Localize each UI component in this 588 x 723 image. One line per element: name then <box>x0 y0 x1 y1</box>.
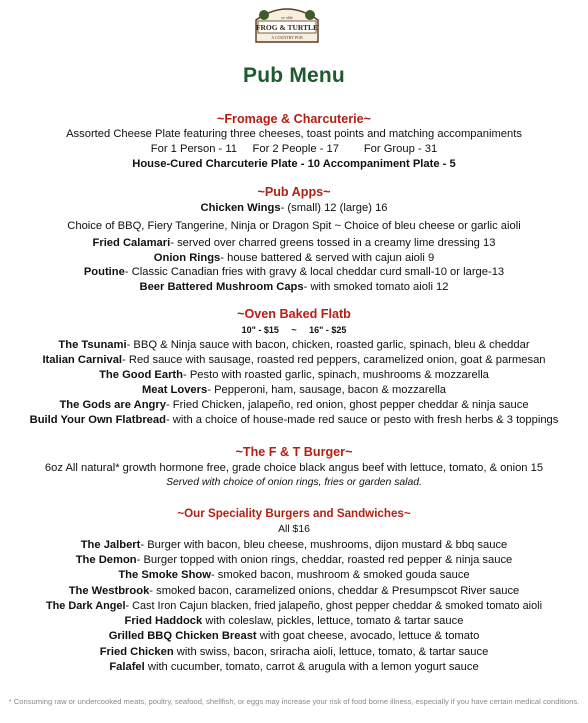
menu-item-flatbread <box>0 368 588 382</box>
item-name: Poutine <box>83 266 125 278</box>
menu-item-flatbread <box>0 353 588 367</box>
item-name: Chicken Wings <box>200 202 281 214</box>
wings-sauce-options: Choice of BBQ, Fiery Tangerine, Ninja or Dragon Spit ~ Choice of bleu cheese or garlic aioli <box>67 220 521 232</box>
item-desc: - Red sauce with sausage, roasted red peppers, caramelized onion, goat & parmesan <box>122 354 546 366</box>
item-name: Falafel <box>109 661 145 673</box>
item-desc: - (small) 12 (large) 16 <box>280 202 388 214</box>
menu-item-speciality <box>0 599 588 613</box>
item-desc: with cucumber, tomato, carrot & arugula with a lemon yogurt sauce <box>144 661 479 673</box>
item-desc: - Burger topped with onion rings, cheddar, roasted red pepper & ninja sauce <box>136 554 513 566</box>
item-name: Fried Haddock <box>124 615 203 627</box>
item-name: Build Your Own Flatbread <box>29 414 166 426</box>
section-heading-burger: ~The F & T Burger~ <box>235 445 353 459</box>
item-desc: with coleslaw, pickles, lettuce, tomato & tartar sauce <box>202 615 464 627</box>
item-name: Fried Calamari <box>92 237 171 249</box>
charcuterie-line: House-Cured Charcuterie Plate - 10 Accompaniment Plate - 5 <box>132 158 456 170</box>
menu-item-speciality <box>0 629 588 643</box>
menu-item-speciality <box>0 553 588 567</box>
item-desc: - smoked bacon, mushroom & smoked gouda sauce <box>210 569 470 581</box>
item-desc: - BBQ & Ninja sauce with bacon, chicken, roasted garlic, spinach, bleu & cheddar <box>126 339 530 351</box>
item-name: Italian Carnival <box>42 354 123 366</box>
item-desc: - with a choice of house-made red sauce or pesto with fresh herbs & 3 toppings <box>165 414 559 426</box>
item-desc: - Pepperoni, ham, sausage, bacon & mozzarella <box>207 384 447 396</box>
item-name: The Tsunami <box>58 339 127 351</box>
item-desc: - Fried Chicken, jalapeño, red onion, ghost pepper cheddar & ninja sauce <box>165 399 529 411</box>
item-name: The Westbrook <box>68 585 150 597</box>
menu-item-speciality <box>0 538 588 552</box>
item-name: The Dark Angel <box>46 600 126 612</box>
item-desc: - Burger with bacon, bleu cheese, mushrooms, dijon mustard & bbq sauce <box>140 539 508 551</box>
item-desc: with swiss, bacon, sriracha aioli, lettuce, tomato, & tartar sauce <box>173 646 489 658</box>
menu-item-onion-rings <box>0 251 588 265</box>
section-heading-pub-apps: ~Pub Apps~ <box>257 185 331 199</box>
menu-item-fried-calamari <box>0 236 588 250</box>
logo-name-text: FROG & TURTLE <box>255 23 319 32</box>
menu-item-flatbread <box>0 413 588 427</box>
item-name: The Smoke Show <box>118 569 211 581</box>
menu-item-speciality <box>0 568 588 582</box>
item-desc: - Cast Iron Cajun blacken, fried jalapeño, ghost pepper cheddar & smoked tomato aioli <box>125 600 542 612</box>
item-name: Grilled BBQ Chicken Breast <box>108 630 257 642</box>
speciality-price: All $16 <box>278 524 310 535</box>
item-desc: - Classic Canadian fries with gravy & local cheddar curd small-10 or large-13 <box>124 266 505 278</box>
frog-and-turtle-logo <box>250 2 324 46</box>
logo-sub-text: A COUNTRY PUB <box>271 35 303 40</box>
food-safety-disclaimer: * Consuming raw or undercooked meats, poultry, seafood, shellfish, or eggs may increase your risk of food borne illness, especially if you have certain medical conditions. <box>8 697 580 706</box>
item-desc: - smoked bacon, caramelized onions, cheddar & Presumpscot River sauce <box>149 585 520 597</box>
logo-top-text: ye olde <box>281 15 293 20</box>
menu-item-flatbread <box>0 338 588 352</box>
item-name: The Demon <box>75 554 137 566</box>
section-heading-flatbreads: ~Oven Baked Flatb <box>237 307 351 321</box>
menu-item-poutine <box>0 265 588 279</box>
menu-item-speciality <box>0 614 588 628</box>
item-name: The Jalbert <box>80 539 141 551</box>
item-name: Beer Battered Mushroom Caps <box>139 281 304 293</box>
burger-description: 6oz All natural* growth hormone free, grade choice black angus beef with lettuce, tomato, & onion 15 <box>44 462 544 474</box>
item-desc: - with smoked tomato aioli 12 <box>303 281 449 293</box>
menu-item-speciality <box>0 584 588 598</box>
item-name: The Good Earth <box>99 369 183 381</box>
cheese-plate-description: Assorted Cheese Plate featuring three cheeses, toast points and matching accompaniments <box>66 128 522 140</box>
cheese-plate-prices: For 1 Person - 11 For 2 People - 17 For Group - 31 <box>150 143 438 155</box>
item-desc: - house battered & served with cajun aioli 9 <box>220 252 435 264</box>
section-heading-speciality: ~Our Speciality Burgers and Sandwiches~ <box>177 507 411 520</box>
item-name: Onion Rings <box>153 252 221 264</box>
flatbread-sizes: 10" - $15 ~ 16" - $25 <box>241 325 347 335</box>
page-title: Pub Menu <box>243 64 345 87</box>
item-name: Meat Lovers <box>141 384 208 396</box>
menu-item-speciality <box>0 645 588 659</box>
item-name: Fried Chicken <box>99 646 174 658</box>
menu-item-mushroom-caps <box>0 280 588 294</box>
menu-item-flatbread <box>0 398 588 412</box>
section-heading-fromage: ~Fromage & Charcuterie~ <box>217 112 371 126</box>
item-desc: with goat cheese, avocado, lettuce & tomato <box>256 630 480 642</box>
item-desc: - Pesto with roasted garlic, spinach, mushrooms & mozzarella <box>182 369 489 381</box>
menu-item-chicken-wings <box>0 201 588 215</box>
menu-item-speciality <box>0 660 588 674</box>
item-name: The Gods are Angry <box>59 399 166 411</box>
menu-item-flatbread <box>0 383 588 397</box>
item-desc: - served over charred greens tossed in a creamy lime dressing 13 <box>170 237 496 249</box>
burger-served-with: Served with choice of onion rings, fries or garden salad. <box>166 477 422 488</box>
